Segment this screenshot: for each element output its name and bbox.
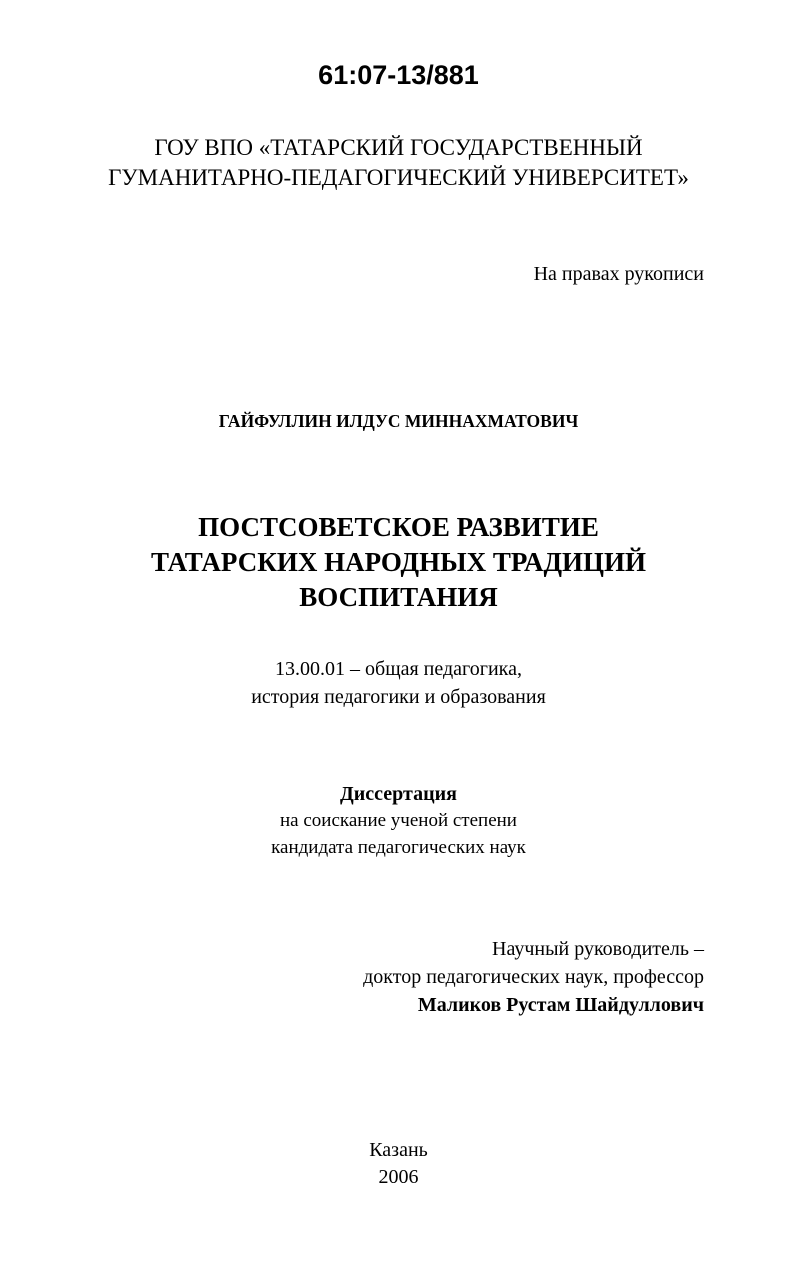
advisor-role: Научный руководитель – (492, 938, 704, 960)
institution-name (0, 133, 797, 193)
title-line-3: ВОСПИТАНИЯ (299, 582, 498, 612)
degree-line-1: на соискание ученой степени (280, 810, 517, 831)
manuscript-rights-note: На правах рукописи (533, 263, 704, 285)
dissertation-label: Диссертация (340, 783, 457, 805)
title-line-1: ПОСТСОВЕТСКОЕ РАЗВИТИЕ (198, 512, 599, 542)
degree-description (0, 807, 797, 861)
catalog-stamp: 61:07-13/881 (318, 60, 479, 90)
dissertation-title (0, 510, 797, 615)
specialty-line-2: история педагогики и образования (251, 686, 546, 708)
specialty-line-1: 13.00.01 – общая педагогика, (275, 658, 522, 680)
institution-line-2: ГУМАНИТАРНО-ПЕДАГОГИЧЕСКИЙ УНИВЕРСИТЕТ» (108, 165, 689, 190)
place-and-year (0, 1137, 797, 1191)
advisor-degree: доктор педагогических наук, профессор (363, 966, 704, 988)
city: Казань (369, 1139, 428, 1161)
degree-line-2: кандидата педагогических наук (271, 837, 526, 858)
institution-line-1: ГОУ ВПО «ТАТАРСКИЙ ГОСУДАРСТВЕННЫЙ (154, 135, 643, 160)
scientific-advisor (363, 935, 704, 1019)
title-line-2: ТАТАРСКИХ НАРОДНЫХ ТРАДИЦИЙ (150, 547, 647, 577)
advisor-name: Маликов Рустам Шайдуллович (417, 994, 704, 1016)
year: 2006 (378, 1166, 419, 1188)
author-name: ГАЙФУЛЛИН ИЛДУС МИННАХМАТОВИЧ (218, 411, 579, 431)
specialty (0, 655, 797, 711)
